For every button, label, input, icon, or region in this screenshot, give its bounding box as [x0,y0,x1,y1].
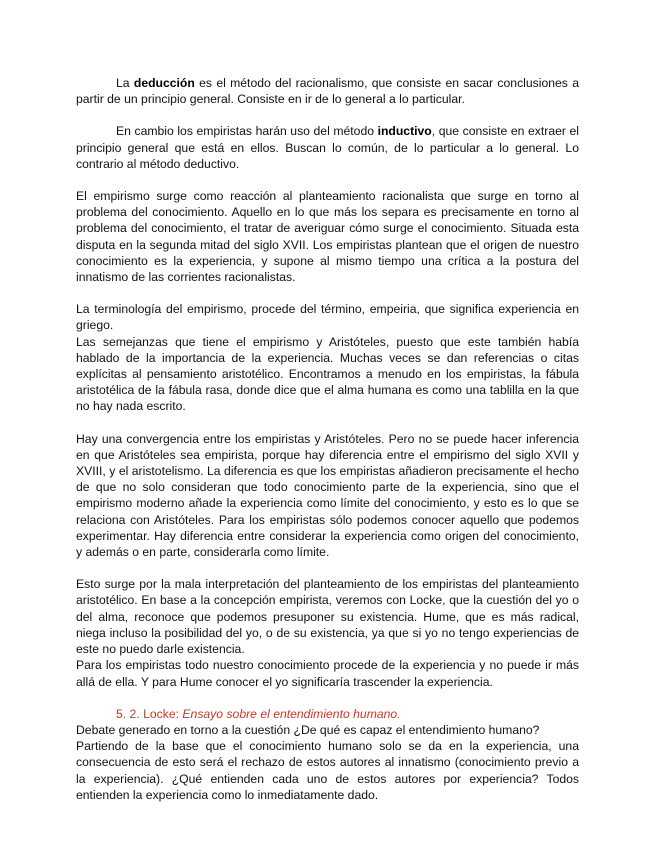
bold-term-deduccion: deducción [133,76,195,90]
section-number: 5. 2. Locke: [116,706,183,721]
bold-term-inductivo: inductivo [377,124,432,139]
document-page [76,75,579,803]
paragraph-debate: Debate generado en torno a la cuestión ¿De qué es capaz el entendimiento humano? [76,722,540,737]
paragraph-text: es el método del racionalismo, que consiste en sacar conclusiones a partir de un principio general. Consiste en ir de lo general a lo particular. [76,76,579,107]
paragraph-semejanzas: Las semejanzas que tiene el empirismo y Aristóteles, puesto que este también había hablado de la importancia de la experiencia. Muchas veces se dan referencias o citas explícitas al pensamiento aristotélico. Encontramos a menudo en los empiristas, la fábula aristotélica de la fábula rasa, donde dice que el alma humana es como una tablilla en la que no hay nada escrito. [76,334,579,414]
paragraph-inductivo [76,123,579,172]
paragraph-spacer [76,415,579,431]
paragraph-mala-interpretacion: Esto surge por la mala interpretación del planteamiento de los empiristas del planteamiento aristotélico. En base a la concepción empirista, veremos con Locke, que la cuestión del yo o del alma, reconoce que podemos presuponer su existencia. Hume, que es más radical, niega incluso la posibilidad del yo, o de su existencia, ya que si yo no tengo experiencias de este no puedo darle existencia. [76,577,579,657]
paragraph-text: , que consiste en extraer el principio general que está en ellos. Buscan lo común, de lo particular a lo general. Lo contrario al método deductivo. [76,124,579,171]
paragraph-empirismo-origen: El empirismo surge como reacción al planteamiento racionalista que surge en torno al problema del conocimiento. Aquello en lo que más los separa es precisamente en torno al problema del conocimiento, el tratar de averiguar cómo surge el conocimiento. Situada esta disputa en la segunda mitad del siglo XVII. Los empiristas plantean que el origen de nuestro conocimiento es la experiencia, y supone al mismo tiempo una crítica a la postura del innatismo de las corrientes racionalistas. [76,189,579,285]
paragraph-spacer [76,690,579,706]
paragraph-deduccion [76,75,579,107]
paragraph-hume: Para los empiristas todo nuestro conocimiento procede de la experiencia y no puede ir más allá de ella. Y para Hume conocer el yo significaría trascender la experiencia. [76,658,579,689]
section-heading [116,706,579,722]
paragraph-partiendo: Partiendo de la base que el conocimiento humano solo se da en la experiencia, una consecuencia de esto será el rechazo de estos autores al innatismo (conocimiento previo a la experiencia). ¿Qué entienden cada uno de estos autores por experiencia? Todos entienden la experiencia como lo inmediatamente dado. [76,739,579,802]
paragraph-spacer [76,285,579,301]
paragraph-spacer [76,560,579,576]
paragraph-text: La [116,76,134,90]
section-title: Ensayo sobre el entendimiento humano. [182,706,401,721]
paragraph-spacer [76,172,579,188]
paragraph-convergencia: Hay una convergencia entre los empiristas y Aristóteles. Pero no se puede hacer inferencia en que Aristóteles sea empirista, porque hay diferencia entre el empirismo del siglo XVII y XVIII, y el aristotelismo. La diferencia es que los empiristas añadieron precisamente el hecho de que no solo consideran que todo conocimiento parte de la experiencia, sino que el empirismo moderno añade la experiencia como límite del conocimiento, y esto es lo que se relaciona con Aristóteles. Para los empiristas sólo podemos conocer aquello que podemos experimentar. Hay diferencia entre considerar la experiencia como origen del conocimiento, y además o en parte, considerarla como límite. [76,431,579,560]
paragraph-spacer [76,107,579,123]
paragraph-text: En cambio los empiristas harán uso del método [116,124,378,139]
paragraph-terminologia: La terminología del empirismo, procede del término, empeiria, que significa experiencia en griego. [76,302,579,333]
